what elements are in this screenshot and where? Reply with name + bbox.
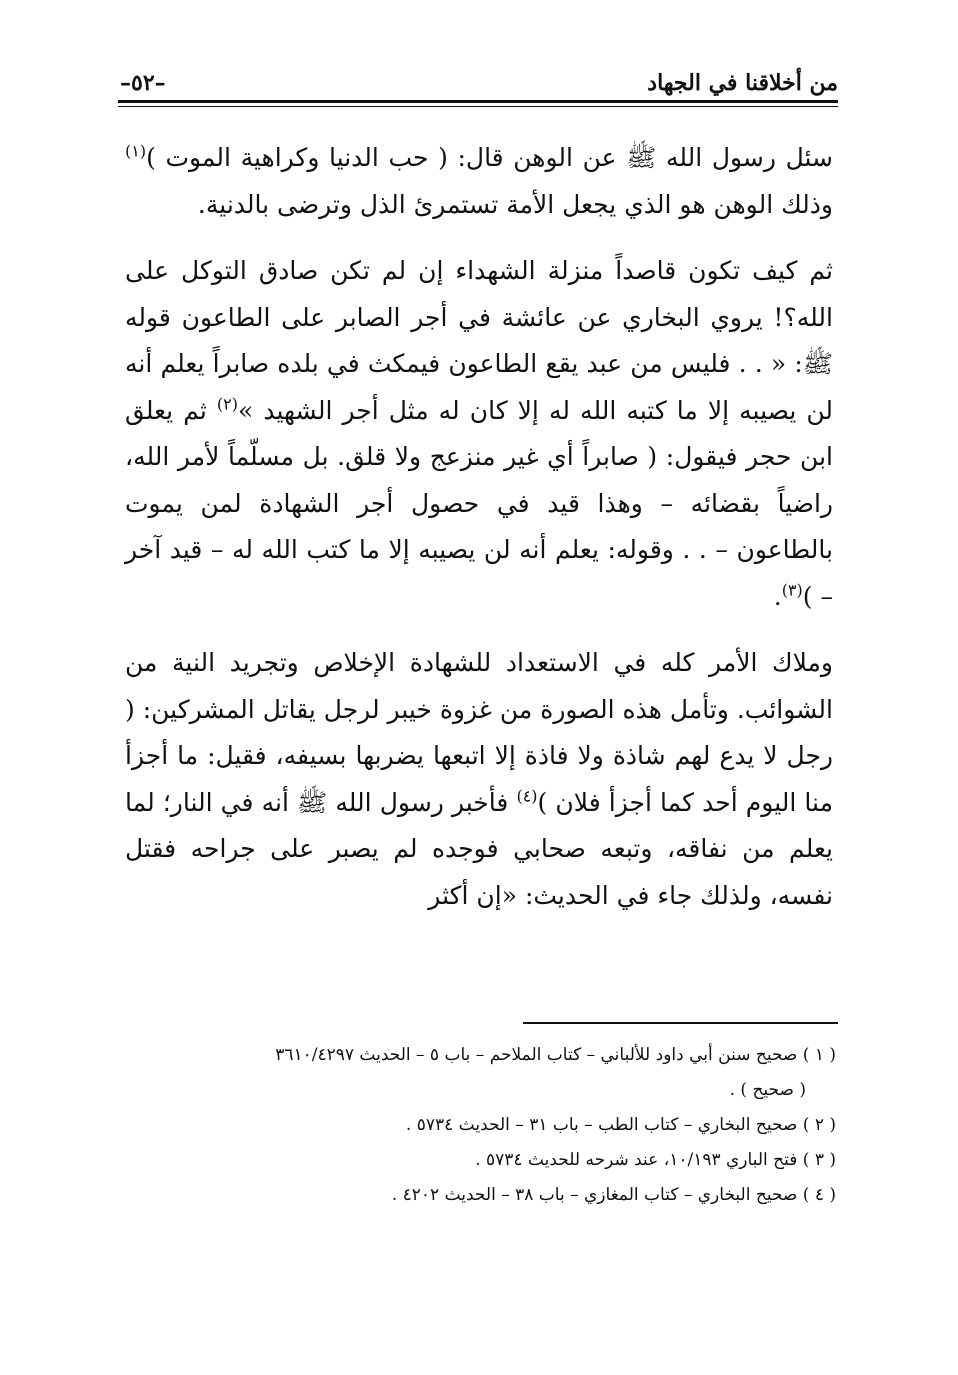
footnote-1: ( ١ ) صحيح سنن أبي داود للألباني – كتاب الملاحم – باب ٥ – الحديث ٣٦١٠/٤٢٩٧ xyxy=(275,1045,836,1065)
paragraph-2-text: ثم كيف تكون قاصداً منزلة الشهداء إن لم تكن صادق التوكل على الله؟! يروي البخاري عن عائشة في أجر الصابر على الطاعون قوله ﷺ: « . . فليس من عبد يقع الطاعون فيمكث في بلده صابراً يعلم أنه لن يصيبه إلا ما كتبه الله له إلا كان له مثل أجر الشهيد » xyxy=(125,256,833,425)
paragraph-1-text: سئل رسول الله ﷺ عن الوهن قال: ( حب الدنيا وكراهية الموت ) xyxy=(146,143,833,172)
header-rule xyxy=(118,100,838,103)
footnote-3: ( ٣ ) فتح الباري ١٠/١٩٣، عند شرحه للحديث ٥٧٣٤ . xyxy=(475,1150,836,1170)
footnote-ref-2: (٢) xyxy=(216,394,238,414)
paragraph-2-end: . xyxy=(773,581,782,611)
paragraph-3-rest: فأخبر رسول الله ﷺ أنه في النار؛ لما يعلم من نفاقه، وتبعه صحابي فوجده لم يصبر على جراحه فقتل نفسه، ولذلك جاء في الحديث: «إن أكثر xyxy=(125,787,833,910)
footnote-rule xyxy=(523,1022,838,1024)
footnote-ref-1: (١) xyxy=(125,141,147,161)
running-header xyxy=(120,60,838,96)
footnote-ref-3: (٣) xyxy=(781,580,803,600)
paragraph-2 xyxy=(125,248,833,620)
paragraph-2-middle: ثم يعلق ابن حجر فيقول: ( صابراً أي غير منزعج ولا قلق. بل مسلّماً لأمر الله، راضياً بقضائه – وهذا قيد في حصول أجر الشهادة لمن يموت بالطاعون – . . وقوله: يعلم أنه لن يصيبه إلا ما كتب الله له – قيد آخر – ) xyxy=(125,395,833,611)
page-number: –٥٢– xyxy=(120,70,166,96)
paragraph-1 xyxy=(125,135,833,228)
footnote-1-continuation: ( صحيح ) . xyxy=(729,1080,806,1100)
footnote-2: ( ٢ ) صحيح البخاري – كتاب الطب – باب ٣١ – الحديث ٥٧٣٤ . xyxy=(405,1115,836,1135)
footnotes xyxy=(200,1038,836,1213)
paragraph-1-rest: وذلك الوهن هو الذي يجعل الأمة تستمرئ الذل وترضى بالدنية. xyxy=(197,189,833,219)
paragraph-3 xyxy=(125,640,833,919)
paragraph-3-text: وملاك الأمر كله في الاستعداد للشهادة الإخلاص وتجريد النية من الشوائب. وتأمل هذه الصورة من غزوة خيبر لرجل يقاتل المشركين: ( رجل لا يدع لهم شاذة ولا فاذة إلا اتبعها يضربها بسيفه، فقيل: ما أجزأ منا اليوم أحد كما أجزأ فلان ) xyxy=(125,648,833,817)
main-text xyxy=(125,135,833,919)
header-title: من أخلاقنا في الجهاد xyxy=(647,70,838,96)
footnote-ref-4: (٤) xyxy=(516,786,538,806)
footnote-4: ( ٤ ) صحيح البخاري – كتاب المغازي – باب ٣٨ – الحديث ٤٢٠٢ . xyxy=(391,1185,836,1205)
